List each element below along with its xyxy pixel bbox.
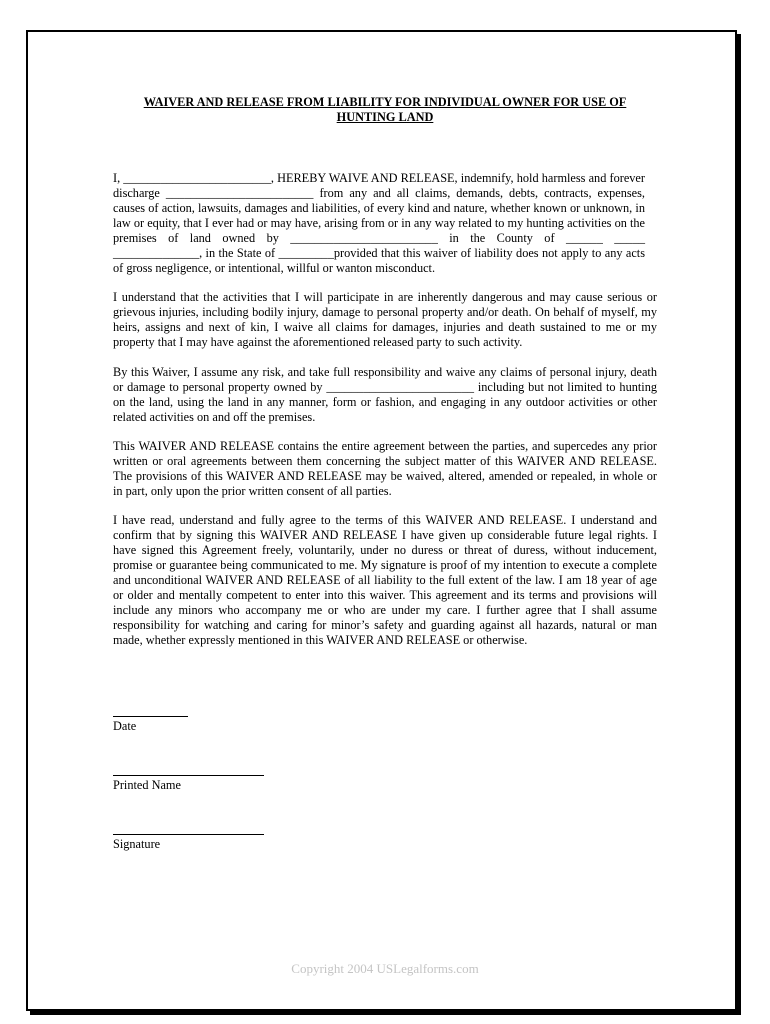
risk-acknowledgement-paragraph: I understand that the activities that I will participate in are inherently dangerous and may cause serious or grievous injuries, including bodily injury, damage to personal property and/or death. On behalf of myself, my heirs, assigns and next of kin, I waive all claims for damages, injuries and death sustained to me or my property that I may have against the aforementioned released party to such activity. (113, 290, 657, 349)
title-line-2: HUNTING LAND (336, 110, 434, 124)
entire-agreement-paragraph: This WAIVER AND RELEASE contains the entire agreement between the parties, and supercedes any prior written or oral agreements between them concerning the subject matter of this WAIVER AND RELEASE. The provisions of this WAIVER AND RELEASE may be waived, altered, amended or repealed, in whole or in part, only upon the prior written consent of all parties. (113, 439, 657, 498)
copyright-watermark: Copyright 2004 USLegalforms.com (291, 961, 479, 976)
printed-name-label: Printed Name (113, 778, 181, 792)
release-paragraph: I, ________________________, HEREBY WAIVE AND RELEASE, indemnify, hold harmless and forever discharge ________________________ from any and all claims, demands, debts, contracts, expenses, causes of action, lawsuits, damages and liabilities, of every kind and nature, whether known or unknown, in law or equity, that I ever had or may have, arising from or in any way related to my hunting activities on the premises of land owned by ________________________ in the County of ______ _____ ______________, in the State of _________provided that this waiver of liability does not apply to any acts of gross negligence, or intentional, willful or wanton misconduct. (113, 171, 645, 275)
document-title (113, 95, 657, 125)
title-line-1: WAIVER AND RELEASE FROM LIABILITY FOR INDIVIDUAL OWNER FOR USE OF (143, 95, 627, 109)
date-field-line[interactable] (113, 716, 188, 717)
assumption-of-risk-paragraph: By this Waiver, I assume any risk, and take full responsibility and waive any claims of personal injury, death or damage to personal property owned by ________________________ including but not limited to hunting on the land, using the land in any manner, form or fashion, and engaging in any outdoor activities or other related activities on and off the premises. (113, 365, 657, 424)
date-label: Date (113, 719, 137, 733)
printed-name-field-line[interactable] (113, 775, 264, 776)
signature-label: Signature (113, 837, 161, 851)
acknowledgement-paragraph: I have read, understand and fully agree to the terms of this WAIVER AND RELEASE. I understand and confirm that by signing this WAIVER AND RELEASE I have given up considerable future legal rights. I have signed this Agreement freely, voluntarily, under no duress or threat of duress, without inducement, promise or guarantee being communicated to me. My signature is proof of my intention to execute a complete and unconditional WAIVER AND RELEASE of all liability to the full extent of the law. I am 18 year of age or older and mentally competent to enter into this waiver. This agreement and its terms and provisions will include any minors who accompany me or who are under my care. I further agree that I shall assume responsibility for watching and caring for minor’s safety and guarding against all hazards, natural or man made, whether expressly mentioned in this WAIVER AND RELEASE or otherwise. (113, 513, 657, 647)
signature-field-line[interactable] (113, 834, 264, 835)
